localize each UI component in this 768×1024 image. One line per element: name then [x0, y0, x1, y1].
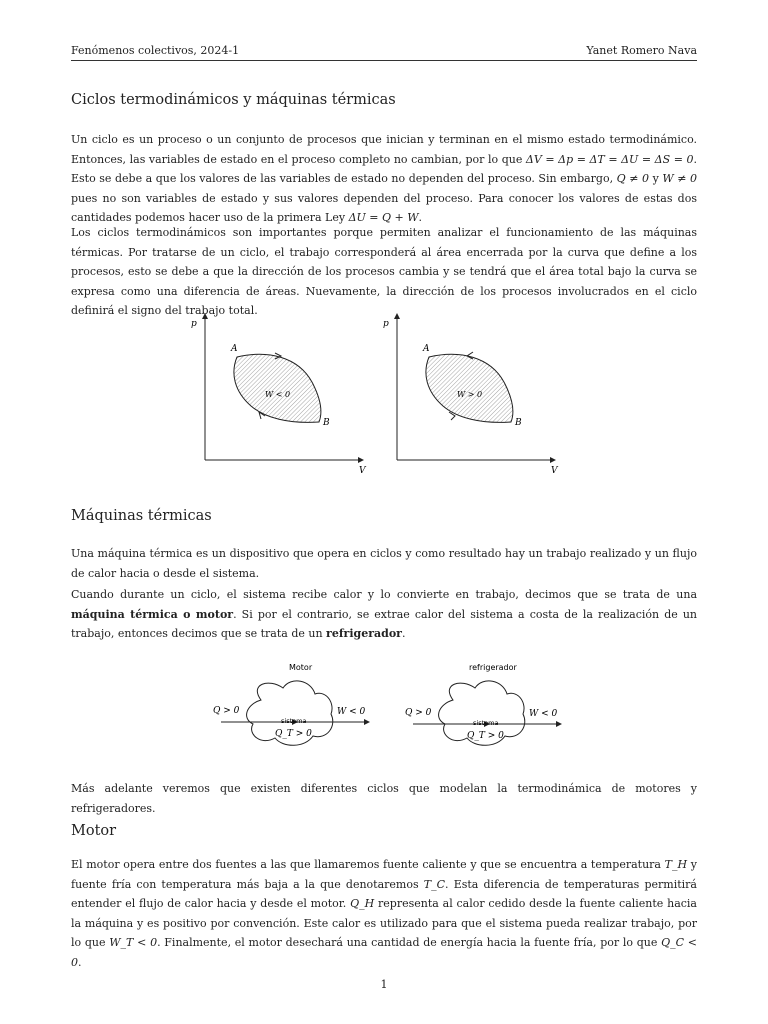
cycle-curve [234, 354, 321, 422]
total-heat-label: Q_T > 0 [275, 729, 312, 739]
paragraph-motor-refrigerador: Cuando durante un ciclo, el sistema recibe calor y lo convierte en trabajo, decimos que se trata de una máquina térmica o motor. Si por el contrario, se extrae calor del sistema a costa de la realización de un trabajo, entonces decimos que se trata de un refrigerador. [71, 588, 698, 640]
diagram-title: refrigerador [469, 663, 517, 672]
motor-diagram [213, 663, 369, 745]
symbol-t-hot: T_H [664, 858, 688, 871]
pressure-axis-label: p [191, 319, 197, 329]
pv-diagram-negative-work [191, 314, 367, 476]
section-title-ciclos: Ciclos termodinámicos y máquinas térmicas [71, 92, 396, 108]
pressure-axis-label: p [383, 319, 389, 329]
header-course: Fenómenos colectivos, 2024-1 [71, 44, 240, 57]
section-title-maquinas: Máquinas térmicas [71, 508, 212, 524]
paragraph-maquina-definicion: Una máquina térmica es un dispositivo que opera en ciclos y como resultado hay un trabajo realizado y un flujo de calor hacia o desde el sistema. [71, 547, 697, 580]
paragraph-ciclo-definicion: Un ciclo es un proceso o un conjunto de procesos que inician y terminan en el mismo estado termodinámico. Entonces, las variables de estado en el proceso completo no cambian, por lo que ΔV = Δp = ΔT = ΔU = ΔS = 0. Esto se debe a que los valores de las variables de estado no dependen del proceso. Sin embargo, Q ≠ 0 y W ≠ 0 pues no son variables de estado y sus valores dependen del proceso. Para conocer los valores de estas dos cantidades podemos hacer uso de la primera Ley ΔU = Q + W. [71, 133, 697, 224]
pv-diagrams [181, 312, 681, 480]
work-label: W > 0 [457, 390, 483, 399]
term-refrigerador: refrigerador [326, 627, 402, 640]
work-label: W < 0 [265, 390, 291, 399]
section-title-motor: Motor [71, 823, 117, 839]
paragraph-ciclos-importancia: Los ciclos termodinámicos son importantes porque permiten analizar el funcionamiento de las máquinas térmicas. Por tratarse de un ciclo, el trabajo corresponderá al área encerrada por la curva que define a los procesos, esto se debe a que la dirección de los procesos cambia y se tendrá que el área total bajo la curva se expresa como una diferencia de áreas. Nuevamente, la dirección de los procesos involucrados en el ciclo definirá el signo del trabajo total. [71, 226, 697, 317]
equation-state-variables: ΔV = Δp = ΔT = ΔU = ΔS = 0 [525, 152, 694, 166]
running-header [71, 44, 697, 57]
refrigerator-diagram [405, 663, 561, 745]
work-label: W < 0 [529, 709, 558, 719]
system-label: sistema [281, 717, 307, 725]
diagram-title: Motor [289, 663, 313, 672]
symbol-q-cold: Q_C < 0 [71, 936, 697, 969]
symbol-t-cold: T_C [423, 877, 446, 891]
work-label: W < 0 [337, 707, 366, 717]
symbol-q-hot: Q_H [350, 897, 375, 910]
volume-axis-label: V [359, 466, 366, 476]
heat-label: Q > 0 [405, 708, 432, 718]
term-maquina-termica: máquina térmica o motor [71, 607, 234, 621]
pv-diagram-positive-work [383, 314, 559, 476]
point-b-label: B [515, 418, 522, 428]
equation-q: Q ≠ 0 [616, 172, 650, 185]
heat-label: Q > 0 [213, 706, 240, 716]
cycle-curve [426, 354, 513, 422]
header-rule [71, 60, 697, 61]
page-number: 1 [380, 978, 388, 991]
paragraph-ciclos-modelos: Más adelante veremos que existen diferentes ciclos que modelan la termodinámica de motores y refrigeradores. [71, 782, 697, 815]
total-heat-label: Q_T > 0 [467, 731, 504, 741]
point-a-label: A [231, 344, 238, 354]
point-b-label: B [323, 418, 330, 428]
system-label: sistema [473, 719, 499, 727]
equation-first-law: ΔU = Q + W [348, 211, 419, 224]
equation-w: W ≠ 0 [662, 172, 697, 185]
symbol-w-total: W_T < 0 [109, 936, 158, 949]
header-author: Yanet Romero Nava [586, 44, 697, 57]
page [71, 0, 697, 1024]
paragraph-motor-fuentes: El motor opera entre dos fuentes a las que llamaremos fuente caliente y que se encuentra a temperatura T_H y fuente fría con temperatura más baja a la que denotaremos T_C. Esta diferencia de temperaturas permitirá entender el flujo de calor hacia y desde el motor. Q_H representa al calor cedido desde la fuente caliente hacia la máquina y es positivo por convención. Este calor es utilizado para que el sistema pueda realizar trabajo, por lo que W_T < 0. Finalmente, el motor desechará una cantidad de energía hacia la fuente fría, por lo que Q_C < 0. [71, 858, 697, 969]
engine-diagrams [209, 656, 569, 758]
point-a-label: A [423, 344, 430, 354]
volume-axis-label: V [551, 466, 558, 476]
